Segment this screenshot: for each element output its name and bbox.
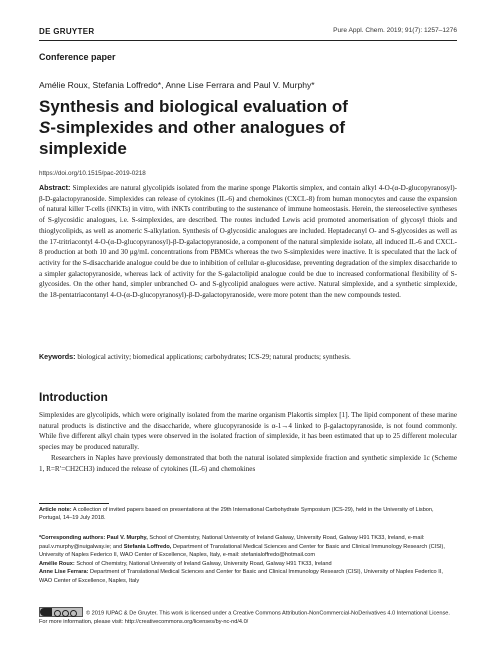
ferrara-label: Anne Lise Ferrara: [39,569,89,576]
introduction-body [39,410,457,474]
header-divider [39,40,457,41]
corresponding-text-1: School of Chemistry, National University of Ireland Galway, University Road, Galway H91 TK33, Ireland, e-mail: paul.v.murphy@nuigalway.ie; and [39,535,425,550]
keywords [39,352,457,362]
title-line-2 [39,117,459,138]
corresponding-name-2: Stefania Loffredo, [123,543,172,550]
abstract-text: Simplexides are natural glycolipids isolated from the marine sponge Plakortis simplex, and contain alkyl 4-O-(α-D-glucopyranosyl)-β-D-galactopyranoside. Simplexides can release of cytokines (IL-6) and chemokines (CXCL-8) from human monocytes and cause the expansion of natural killer T-cells (iNKTs) in vitro, with iNKTs contributing to the sustenance of immune homeostasis. Herein, the stereoselective syntheses of S-glycosidic analogues, i.e. S-simplexides, are described. The routes included Lewis acid promoted anomerisation of glycosyl thiols and thioglycolipids, as well as anomeric S-alkylation. Synthesis of O-glycosidic analogues are included. Heptadecanyl O- and S-glycosides as well as the 17-tritriacontyl 4-O-(α-D-glucopyranosyl)-β-D-galactopyranoside, a component of the natural simplexide isolate, all induced IL-6 and CXCL-8 production at both 10 and 30 μg/mL concentrations from PBMCs whereas the two S-simplexides were inactive. It is speculated that the lack of activity for the S-disaccharide analogue could be due to inhibition of cellular α-glucosidase, preventing degradation of the simplex disaccharide to a simpler galactopyranoside, whereas lack of activity for the S-galactolipid analogue could be due to increased conformational flexibility of S-glycosides. On the other hand, simpler unbranched O- and S-glycolipid analogues were active. Natural simplexide, and a synthetic simplexide, the 18-pentatriacontanyl 4-O-(α-D-glucopyranosyl)-β-D-galactopyranoside, were more potent than the new compounds tested. [39,184,457,300]
section-label: Conference paper [39,52,116,62]
article-note-label: Article note: [39,507,72,513]
keywords-text: biological activity; biomedical applications; carbohydrates; ICS-29; natural products; synthesis. [77,353,351,361]
author-affiliations [39,534,457,586]
license-notice [39,608,457,626]
title-italic-s: S [39,118,51,137]
license-text: © 2019 IUPAC & De Gruyter. This work is licensed under a Creative Commons Attribution-NonCommercial-NoDerivatives 4.0 International License. For more information, please visit: http://creativecommons.org/licenses/by-nc-nd/4.0/ [39,610,450,625]
nd-icon [70,610,77,617]
article-note-text: A collection of invited papers based on presentations at the 29th International Carbohydrate Symposium (ICS-29), held in the University of Lisbon, Portugal, 14–19 July 2018. [39,507,434,522]
article-note [39,506,457,523]
corresponding-label: *Corresponding authors: Paul V. Murphy, [39,535,148,541]
roux-affiliation: School of Chemistry, National University of Ireland Galway, University Road, Galway H91 TK33, Ireland [76,560,332,567]
corresponding-text-2: Department of Translational Medical Sciences and Center for Basic and Clinical Immunology Research (CISI), University of Naples Federico II, WAO Center of Excellence, Naples, Italy, e-mail: stefanialoffredo@hotmail.com [39,543,445,559]
nc-icon [62,610,69,617]
cc-license-icon[interactable] [39,607,83,617]
intro-paragraph-1: Simplexides are glycolipids, which were originally isolated from the marine organism Plakortis simplex [1]. The lipid component of these marine natural products is distinctive and the disaccharide, where glucopyranoside is α-1→4 linked to β-galactopyranoside, is not found commonly. While five different alkyl chain types were observed in the isolated fraction of simplexide, it has been estimated that up to 25 different molecular species may be produced naturally. [39,411,457,452]
author-list: Amélie Roux, Stefania Loffredo*, Anne Lise Ferrara and Paul V. Murphy* [39,80,315,90]
ferrara-affiliation: Department of Translational Medical Sciences and Center for Basic and Clinical Immunology Research (CISI), University of Naples Federico II, WAO Center of Excellence, Naples, Italy [39,569,443,584]
title-line-3: simplexide [39,139,127,158]
publisher-name: DE GRUYTER [39,27,95,36]
title-line-2-rest: -simplexides and other analogues of [50,118,346,137]
journal-citation: Pure Appl. Chem. 2019; 91(7): 1257–1276 [333,27,457,34]
doi-link[interactable]: https://doi.org/10.1515/pac-2019-0218 [39,170,146,177]
abstract [39,183,457,301]
abstract-label: Abstract: [39,184,71,192]
title-line-1: Synthesis and biological evaluation of [39,97,348,116]
keywords-label: Keywords: [39,353,76,361]
roux-label: Amélie Roux: [39,560,75,567]
paper-title [39,96,459,159]
intro-paragraph-2: Researchers in Naples have previously demonstrated that both the natural isolated simplexide fraction and synthetic simplexide 1c (Scheme 1, R=R′=CH2CH3) induced the release of cytokines (IL-6) and chemokines [39,453,457,473]
page-header [39,27,457,41]
footnote-divider [39,503,109,504]
section-heading-introduction: Introduction [39,390,108,404]
by-icon [54,610,61,617]
cc-logo-segment [40,608,52,616]
